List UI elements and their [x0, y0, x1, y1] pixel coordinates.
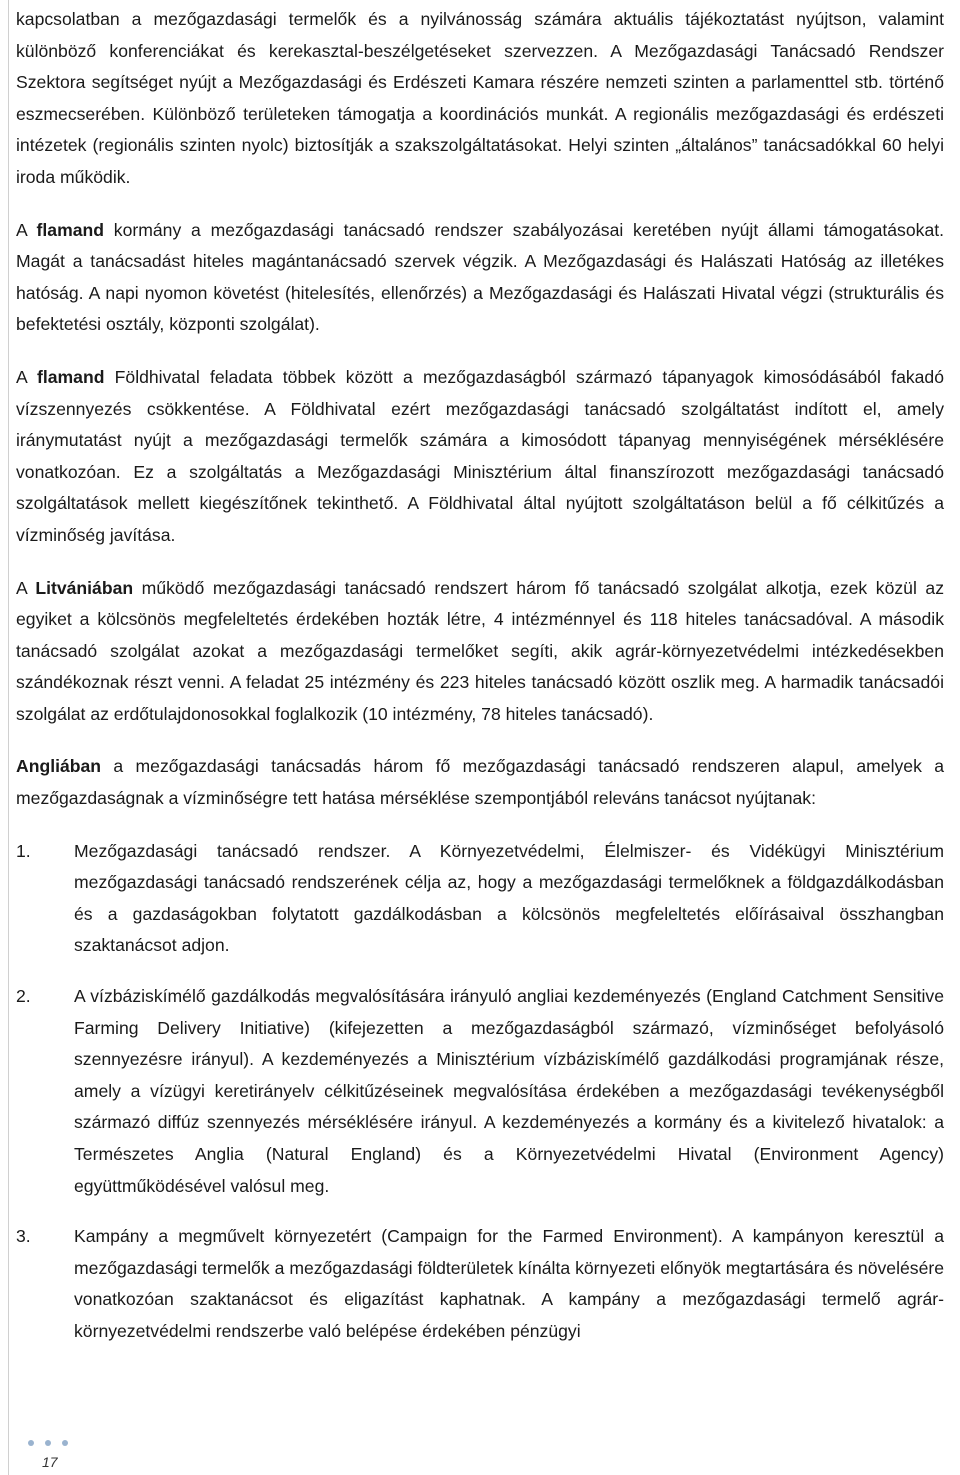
list-item-text: Mezőgazdasági tanácsadó rendszer. A Környezetvédelmi, Élelmiszer- és Vidékügyi Minisztérium mezőgazdasági tanácsadó rendszerének célja az, hogy a mezőgazdasági termelőknek a földgazdálkodásban és a gazdaságokban folytatott gazdálkodásban a kölcsönös megfeleltetés előírásaival összhangban szaktanácsot adjon.	[74, 840, 944, 956]
paragraph-lithuania	[16, 573, 944, 731]
england-systems-list	[16, 836, 944, 1348]
page-number: 17	[42, 1454, 58, 1470]
paragraph-flemish-government	[16, 215, 944, 341]
list-item-number: 3.	[16, 1226, 31, 1247]
footer-dot	[28, 1440, 34, 1446]
footer-dots-icon	[28, 1440, 72, 1448]
list-item	[16, 836, 944, 962]
bold-term-flamand: flamand	[36, 366, 105, 387]
bold-term-anglia: Angliában	[16, 756, 102, 777]
paragraph-text: működő mezőgazdasági tanácsadó rendszert három fő tanácsadó szolgálat alkotja, ezek közül az egyiket a kölcsönös megfeleltetés érdekében hozták létre, 4 intézménnyel és 118 hiteles tanácsadóval. A második tanácsadó szolgálat azokat a mezőgazdasági termelőket segíti, akik agrár-környezetvédelmi intézkedésekben szándékoznak részt venni. A feladat 25 intézmény és 223 hiteles tanácsadó között oszlik meg. A harmadik tanácsadói szolgálat az erdőtulajdonosokkal foglalkozik (10 intézmény, 78 hiteles tanácsadó).	[16, 577, 945, 724]
list-item-number: 2.	[16, 986, 31, 1007]
paragraph-lead: A	[16, 366, 37, 387]
paragraph-flemish-land-agency	[16, 362, 944, 552]
paragraph-lead: A	[16, 219, 37, 240]
footer-dot	[45, 1440, 51, 1446]
list-item-text: Kampány a megművelt környezetért (Campaign for the Farmed Environment). A kampányon keresztül a mezőgazdasági termelők a mezőgazdasági földterületek kínálta környezeti előnyök megtartására és növelésére vonatkozóan szaktanácsot és eligazítást kaphatnak. A kampány a mezőgazdasági termelő agrár-környezetvédelmi rendszerbe való belépése érdekében pénzügyi	[74, 1226, 944, 1341]
paragraph-england	[16, 751, 944, 814]
footer-dot	[62, 1440, 68, 1446]
list-item	[16, 981, 944, 1202]
paragraph-text: kormány a mezőgazdasági tanácsadó rendszer szabályozásai keretében nyújt állami támogatásokat. Magát a tanácsadást hiteles magántanácsadó szervek végzik. A Mezőgazdasági és Halászati Hatóság az illetékes hatóság. A napi nyomon követést (hitelesítés, ellenőrzés) a Mezőgazdasági és Halászati Hivatal végzi (strukturális és befektetési osztály, központi szolgálat).	[16, 219, 944, 335]
list-item-text: A vízbáziskímélő gazdálkodás megvalósítására irányuló angliai kezdeményezés (England Catchment Sensitive Farming Delivery Initiative) (kifejezetten a mezőgazdaságból származó, vízminőséget befolyásoló szennyezésre irányul). A kezdeményezés a Minisztérium vízbáziskímélő gazdálkodási programjának része, amely a vízügyi keretirányelv célkitűzéseinek megvalósítása érdekében a mezőgazdasági tevékenységből származó diffúz szennyezés mérséklésére irányul. A kezdeményezés a kormány és a kivitelező hivatalok: a Természetes Anglia (Natural England) és a Környezetvédelmi Hivatal (Environment Agency) együttműködésével valósul meg.	[74, 986, 944, 1196]
page-margin-rule	[8, 0, 9, 1475]
bold-term-litvania: Litvániában	[35, 577, 134, 598]
list-item	[16, 1221, 944, 1347]
paragraph-text: kapcsolatban a mezőgazdasági termelők és a nyilvánosság számára aktuális tájékoztatást nyújtson, valamint különböző konferenciákat és kerekasztal-beszélgetéseket szervezzen. A Mezőgazdasági Tanácsadó Rendszer Szektora segítséget nyújt a Mezőgazdasági és Erdészeti Kamara részére nemzeti szinten a parlamenttel stb. történő eszmecserében. Különböző területeken támogatja a koordinációs munkát. A regionális mezőgazdasági és erdészeti intézetek (regionális szinten nyolc) biztosítják a szakszolgáltatásokat. Helyi szinten „általános” tanácsadókkal 60 helyi iroda működik.	[16, 9, 944, 187]
document-page	[16, 4, 944, 1367]
paragraph-text: a mezőgazdasági tanácsadás három fő mezőgazdasági tanácsadó rendszeren alapul, amelyek a mezőgazdaságnak a vízminőségre tett hatása mérséklése szempontjából releváns tanácsot nyújtanak:	[16, 756, 944, 809]
list-item-number: 1.	[16, 840, 31, 861]
paragraph-austria-continued	[16, 4, 944, 194]
paragraph-text: Földhivatal feladata többek között a mezőgazdaságból származó tápanyagok kimosódásából fakadó vízszennyezés csökkentése. A Földhivatal ezért mezőgazdasági tanácsadó szolgáltatást indított el, amely iránymutatást nyújt a mezőgazdasági termelők számára a kimosódott tápanyag mennyiségének mérséklésére vonatkozóan. Ez a szolgáltatás a Mezőgazdasági Minisztérium által finanszírozott mezőgazdasági tanácsadó szolgáltatások mellett kiegészítőnek tekinthető. A Földhivatal által nyújtott szolgáltatáson belül a fő célkitűzés a vízminőség javítása.	[16, 366, 945, 545]
paragraph-lead: A	[16, 577, 36, 598]
bold-term-flamand: flamand	[36, 219, 105, 240]
